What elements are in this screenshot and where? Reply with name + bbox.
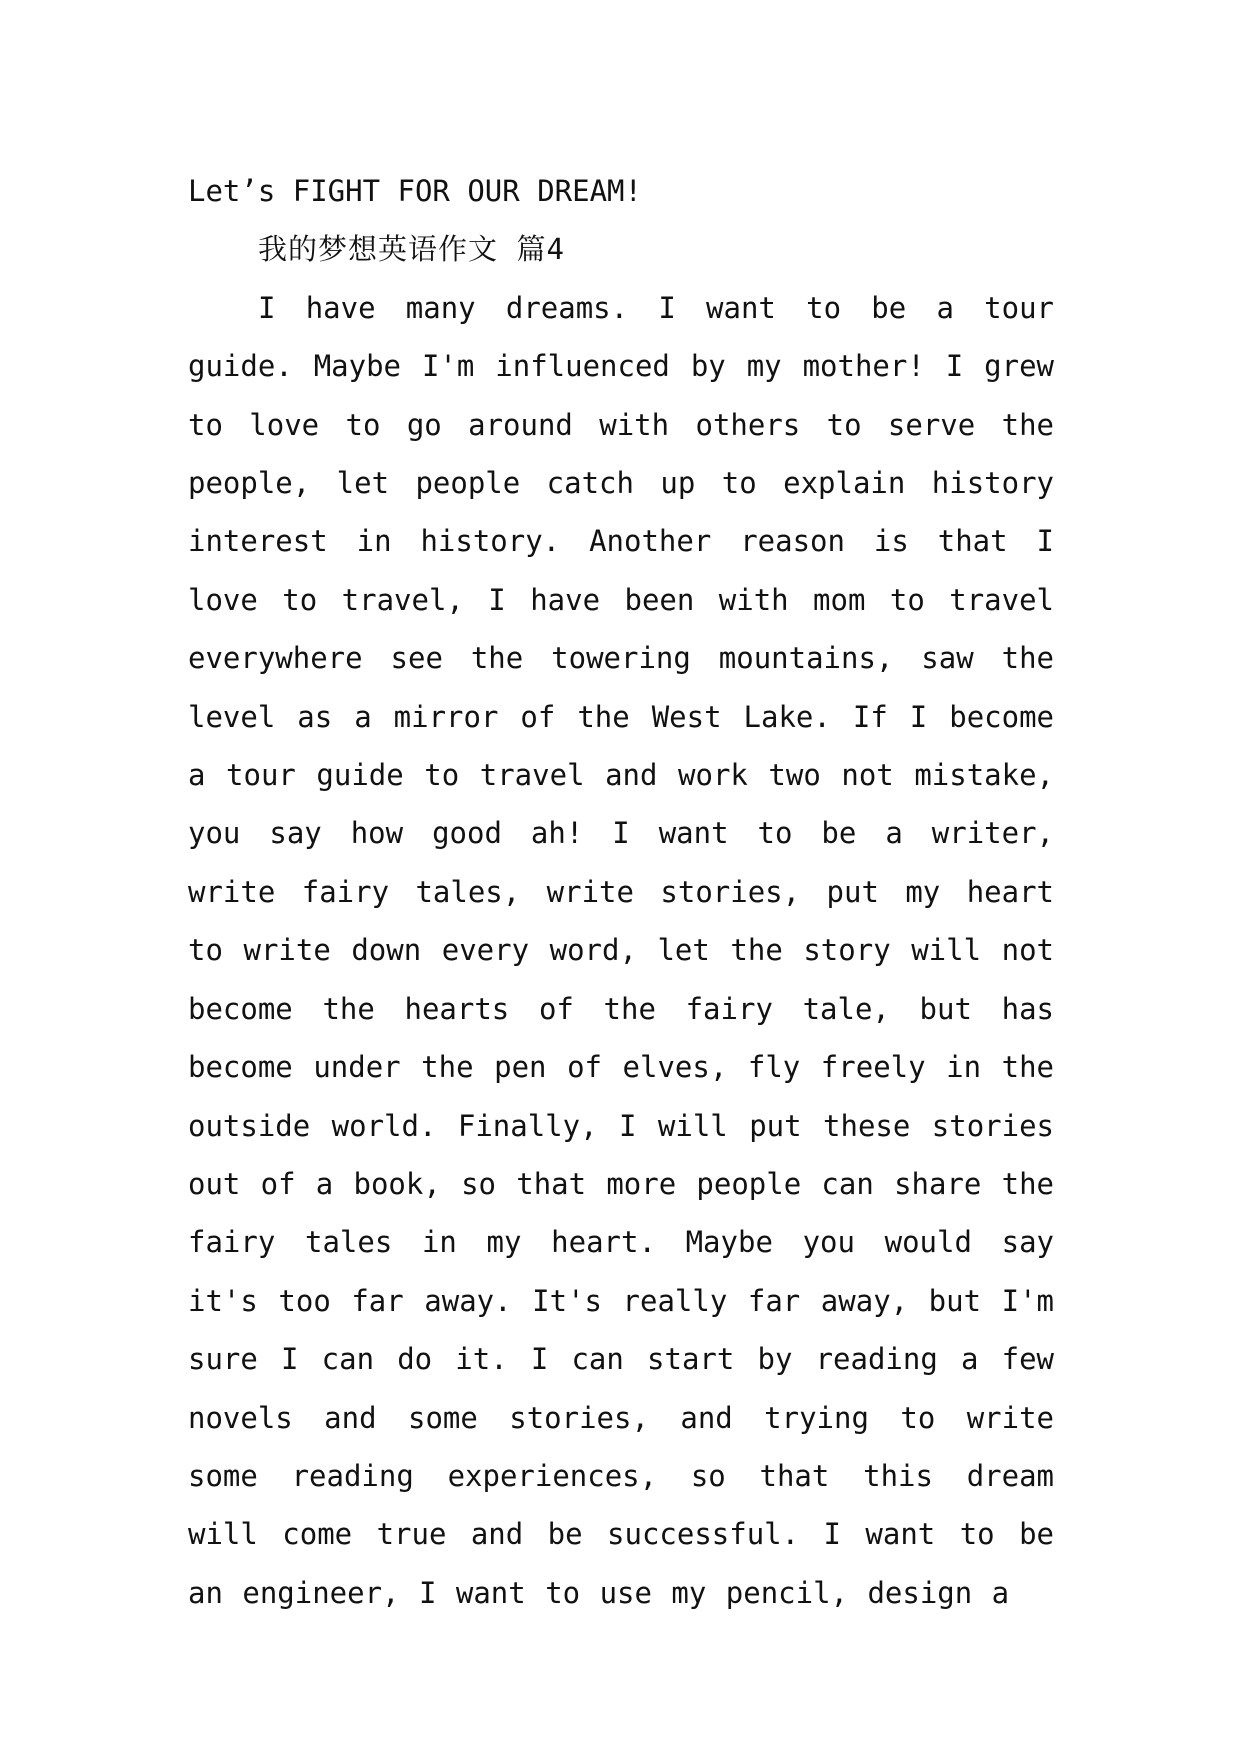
section-heading: 我的梦想英语作文 篇4 <box>258 232 565 267</box>
document-body <box>188 162 1054 1622</box>
closing-line: Let’s FIGHT FOR OUR DREAM! <box>188 174 642 208</box>
essay-paragraph: I have many dreams. I want to be a tour guide. Maybe I'm influenced by my mother! I grew to love to go around with others to serve the people, let people catch up to explain history interest in history. Another reason is that I love to travel, I have been with mom to travel everywhere see the towering mountains, saw the level as a mirror of the West Lake. If I become a tour guide to travel and work two not mistake, you say how good ah! I want to be a writer, write fairy tales, write stories, put my heart to write down every word, let the story will not become the hearts of the fairy tale, but has become under the pen of elves, fly freely in the outside world. Finally, I will put these stories out of a book, so that more people can share the fairy tales in my heart. Maybe you would say it's too far away. It's really far away, but I'm sure I can do it. I can start by reading a few novels and some stories, and trying to write some reading experiences, so that this dream will come true and be successful. I want to be an engineer, I want to use my pencil, design a <box>188 290 1054 1610</box>
